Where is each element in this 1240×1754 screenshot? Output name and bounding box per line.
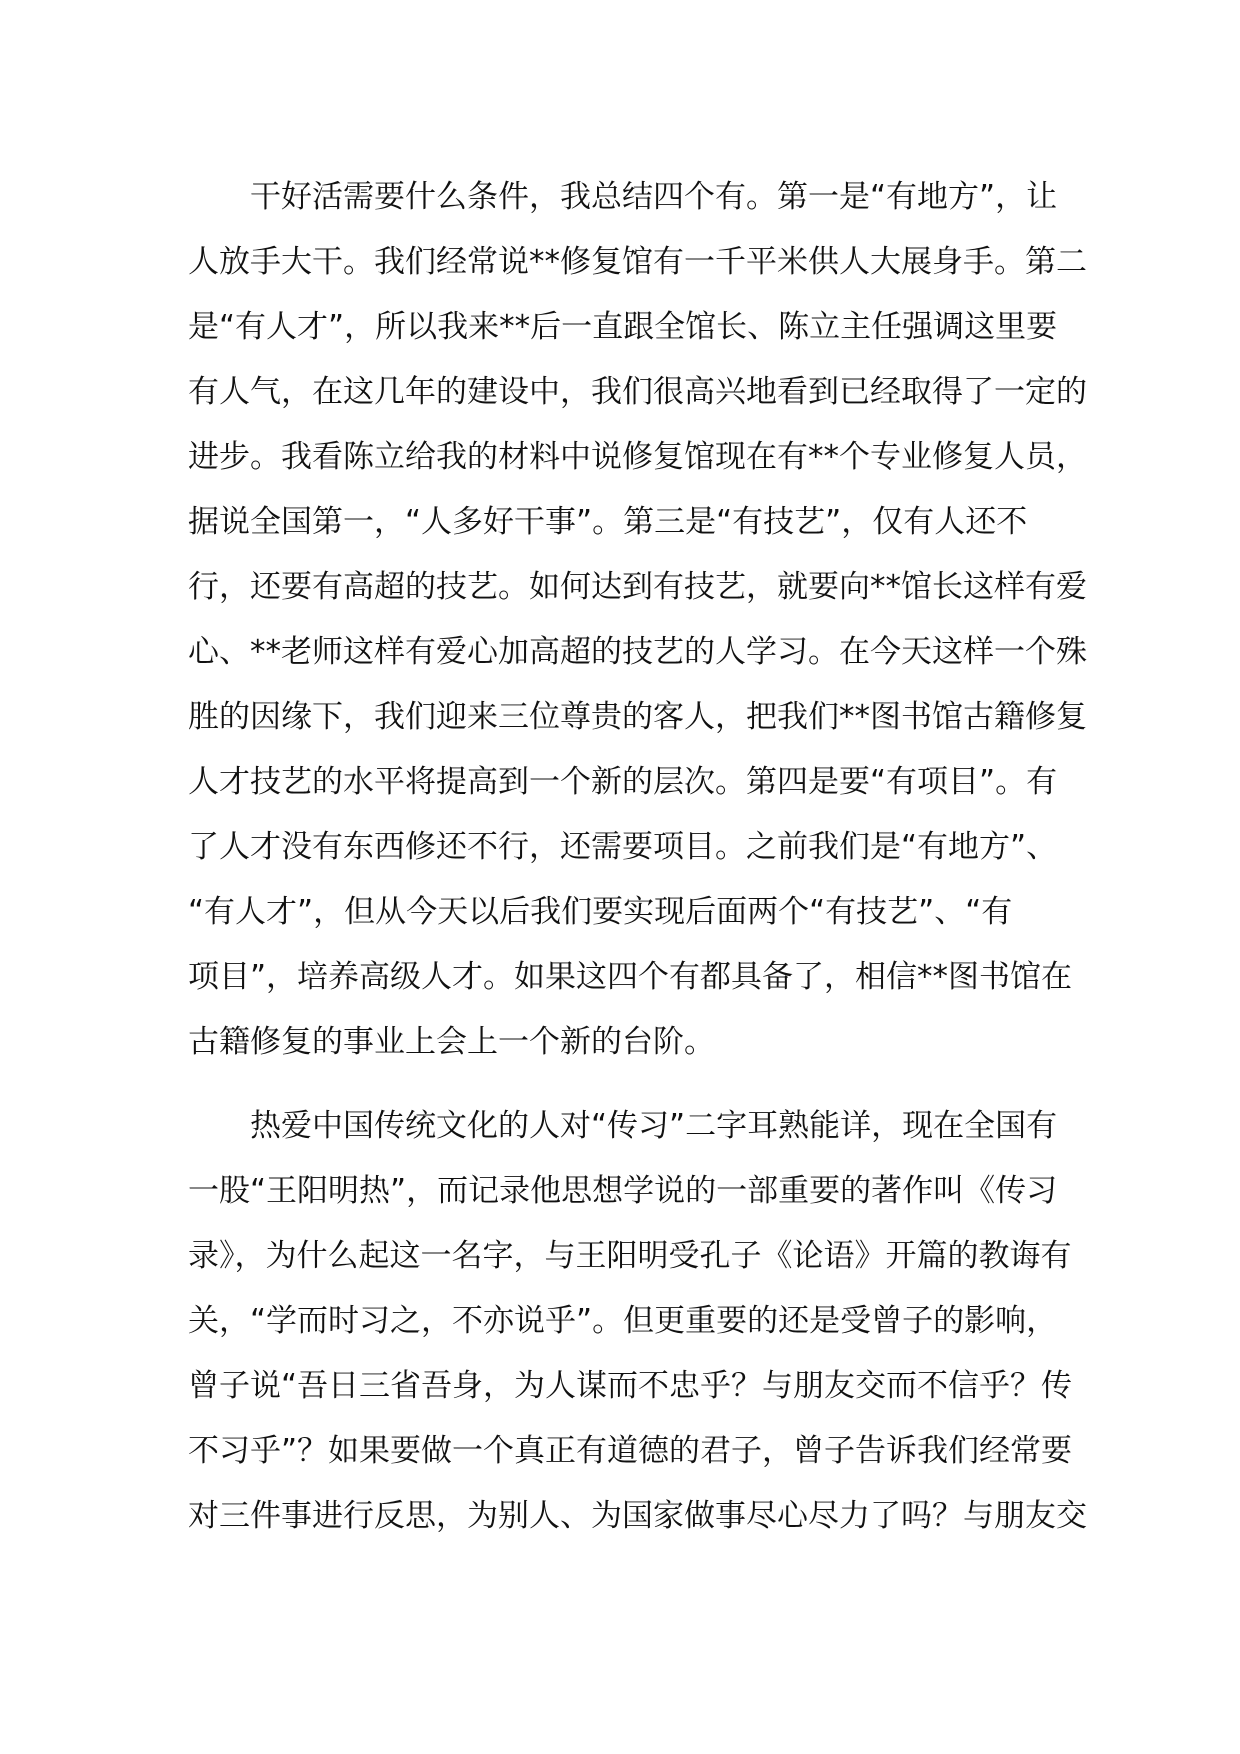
text-line: 项目”，培养高级人才。如果这四个有都具备了，相信**图书馆在: [188, 959, 1073, 995]
text-line: 心、**老师这样有爱心加高超的技艺的人学习。在今天这样一个殊: [188, 634, 1087, 670]
text-line: “有人才”，但从今天以后我们要实现后面两个“有技艺”、“有: [188, 894, 1013, 930]
text-line: 不习乎”？如果要做一个真正有道德的君子，曾子告诉我们经常要: [188, 1433, 1073, 1469]
text-line: 干好活需要什么条件，我总结四个有。第一是“有地方”，让: [188, 179, 1058, 215]
text-line: 了人才没有东西修还不行，还需要项目。之前我们是“有地方”、: [188, 829, 1058, 865]
text-line: 有人气，在这几年的建设中，我们很高兴地看到已经取得了一定的: [188, 374, 1087, 410]
text-line: 关，“学而时习之，不亦说乎”。但更重要的还是受曾子的影响，: [188, 1303, 1058, 1339]
paragraph-2: [188, 1094, 1087, 1549]
text-line: 行，还要有高超的技艺。如何达到有技艺，就要向**馆长这样有爱: [188, 569, 1087, 605]
text-line: 胜的因缘下，我们迎来三位尊贵的客人，把我们**图书馆古籍修复: [188, 699, 1087, 735]
text-line: 是“有人才”，所以我来**后一直跟全馆长、陈立主任强调这里要: [188, 309, 1058, 345]
text-line: 人才技艺的水平将提高到一个新的层次。第四是要“有项目”。有: [188, 764, 1058, 800]
text-line: 据说全国第一，“人多好干事”。第三是“有技艺”，仅有人还不: [188, 504, 1028, 540]
text-line: 录》，为什么起这一名字，与王阳明受孔子《论语》开篇的教诲有: [188, 1238, 1072, 1274]
text-line: 热爱中国传统文化的人对“传习”二字耳熟能详，现在全国有: [188, 1108, 1058, 1144]
paragraph-1: [188, 165, 1087, 1075]
text-line: 曾子说“吾日三省吾身，为人谋而不忠乎？与朋友交而不信乎？传: [188, 1368, 1073, 1404]
text-line: 古籍修复的事业上会上一个新的台阶。: [188, 1024, 715, 1060]
text-line: 一股“王阳明热”，而记录他思想学说的一部重要的著作叫《传习: [188, 1173, 1058, 1209]
text-line: 进步。我看陈立给我的材料中说修复馆现在有**个专业修复人员，: [188, 439, 1087, 475]
text-line: 对三件事进行反思，为别人、为国家做事尽心尽力了吗？与朋友交: [188, 1498, 1087, 1534]
text-line: 人放手大干。我们经常说**修复馆有一千平米供人大展身手。第二: [188, 244, 1087, 280]
